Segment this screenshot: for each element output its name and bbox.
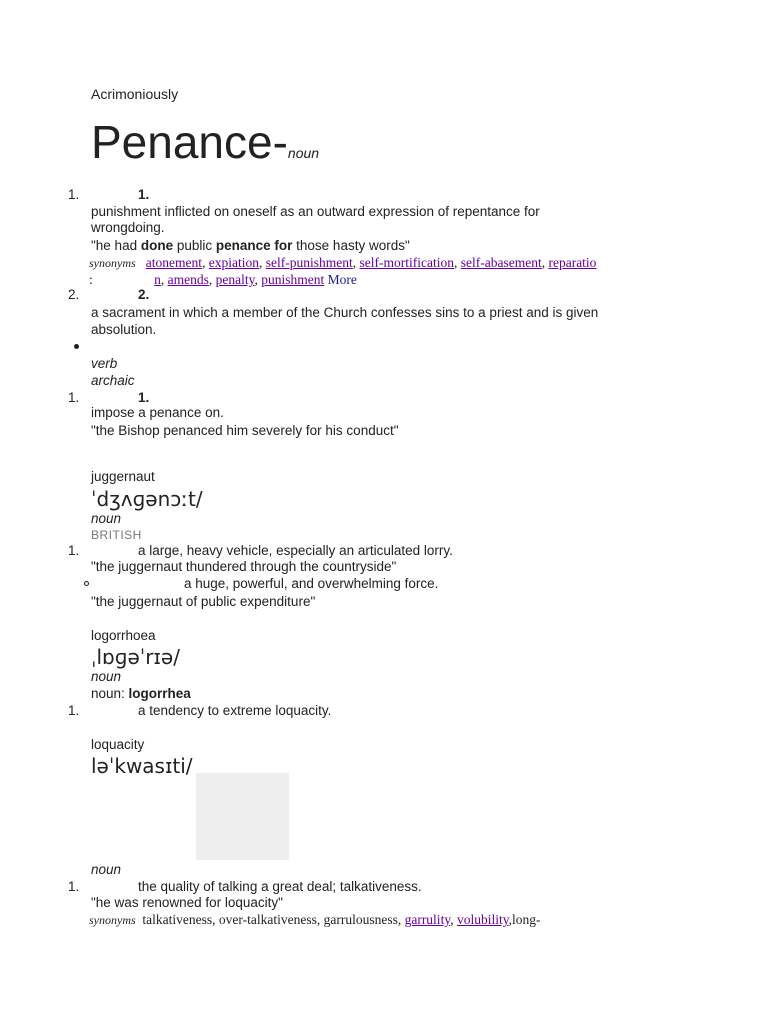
sense-marker: 1. <box>68 543 80 558</box>
synonym-link[interactable]: self-mortification <box>359 255 454 270</box>
pronunciation: ˈdʒʌɡənɔːt/ <box>91 487 203 511</box>
pronunciation: ləˈkwasɪti/ <box>91 754 193 778</box>
region-label: BRITISH <box>91 528 142 542</box>
sense-index: 2. <box>138 287 150 302</box>
synonyms-label: synonyms <box>89 913 136 927</box>
definition: absolution. <box>91 322 157 337</box>
synonym-link[interactable]: reparatio <box>548 255 597 270</box>
part-of-speech: noun <box>91 669 122 684</box>
synonym-link[interactable]: volubility <box>456 912 509 927</box>
sense-marker: 1. <box>68 703 80 718</box>
synonym-link[interactable]: n <box>154 272 161 287</box>
synonym-link[interactable]: expiation <box>208 255 260 270</box>
synonyms-row: synonyms atonement, expiation, self-punishment, self-mortification, self-abasement, reparatio <box>89 255 597 270</box>
headword-pos: noun <box>287 145 320 161</box>
definition: impose a penance on. <box>91 405 224 420</box>
definition: a sacrament in which a member of the Church confesses sins to a priest and is given <box>91 305 599 320</box>
example-sentence: "he had done public penance for those hasty words" <box>91 238 410 253</box>
synonym-link[interactable]: penalty <box>215 272 255 287</box>
variant-form: noun: logorrhea <box>91 686 191 701</box>
part-of-speech: noun <box>91 511 122 526</box>
register-label: archaic <box>91 373 135 388</box>
synonyms-label: synonyms <box>89 256 136 270</box>
synonym-link[interactable]: atonement <box>145 255 203 270</box>
synonym-link[interactable]: self-abasement <box>460 255 542 270</box>
example-sentence: "he was renowned for loquacity" <box>91 895 283 910</box>
synonym-link[interactable]: amends <box>167 272 209 287</box>
sense-marker: 1. <box>68 390 80 405</box>
example-sentence: "the Bishop penanced him severely for his conduct" <box>91 423 399 438</box>
synonyms-text: talkativeness, over-talkativeness, garrulousness, <box>142 912 405 927</box>
sense-marker: 1. <box>68 879 80 894</box>
header-word: Acrimoniously <box>91 86 179 102</box>
pronunciation: ˌlɒɡəˈrɪə/ <box>91 645 180 669</box>
definition: wrongdoing. <box>91 220 165 235</box>
headword: Penance- <box>91 116 288 168</box>
entry-word: logorrhoea <box>91 628 156 643</box>
more-link[interactable]: More <box>327 272 357 287</box>
list-bullet <box>74 344 79 349</box>
synonym-link[interactable]: garrulity <box>404 912 451 927</box>
synonym-link[interactable]: punishment <box>261 272 325 287</box>
part-of-speech: verb <box>91 356 118 371</box>
image-placeholder <box>196 773 289 860</box>
sense-index: 1. <box>138 187 150 202</box>
part-of-speech: noun <box>91 862 122 877</box>
definition: punishment inflicted on oneself as an outward expression of repentance for <box>91 204 540 219</box>
entry-word: juggernaut <box>91 469 155 484</box>
sense-marker: 2. <box>68 287 80 302</box>
synonyms-row: : n, amends, penalty, punishment More <box>89 272 357 287</box>
definition: a large, heavy vehicle, especially an articulated lorry. <box>138 543 453 558</box>
sense-index: 1. <box>138 390 150 405</box>
synonym-link[interactable]: self-punishment <box>265 255 353 270</box>
sense-marker: 1. <box>68 187 80 202</box>
synonyms-colon: : <box>89 272 93 287</box>
entry-title <box>91 116 319 168</box>
sub-definition: a huge, powerful, and overwhelming force. <box>184 576 439 591</box>
definition: a tendency to extreme loquacity. <box>138 703 332 718</box>
example-sentence: "the juggernaut of public expenditure" <box>91 594 316 609</box>
synonyms-tail: ,long- <box>508 912 541 927</box>
entry-word: loquacity <box>91 737 145 752</box>
synonyms-row: synonyms talkativeness, over-talkativeness, garrulousness, garrulity, volubility,long- <box>89 912 541 927</box>
example-sentence: "the juggernaut thundered through the countryside" <box>91 559 397 574</box>
sub-bullet <box>84 581 89 586</box>
definition: the quality of talking a great deal; talkativeness. <box>138 879 422 894</box>
